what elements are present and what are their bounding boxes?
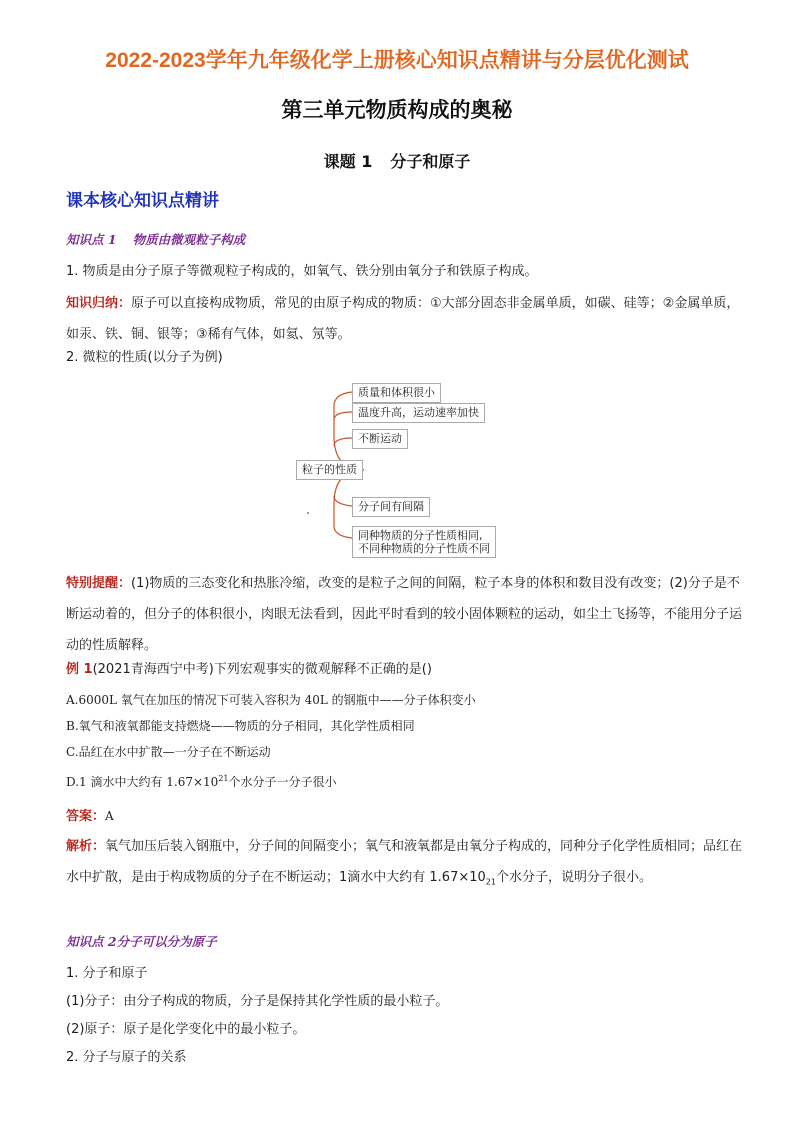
example-label: 例 1: [66, 662, 93, 677]
kp1-paragraph-1: 1. 物质是由分子原子等微观粒子构成的，如氧气、铁分别由氧分子和铁原子构成。: [66, 264, 538, 279]
kp2-label: 知识点 2: [66, 934, 117, 949]
particle-properties-diagram: [290, 376, 520, 566]
example-1-stem: [66, 660, 746, 680]
example-answer: [66, 806, 746, 827]
example-stem-text: (2021青海西宁中考)下列宏观事实的微观解释不正确的是(): [92, 662, 432, 677]
reminder-label: 特别提醒：: [66, 576, 132, 591]
kp1-label: 知识点 1: [66, 232, 117, 247]
example-option-c: C.品红在水中扩散—一分子在不断运动: [66, 745, 271, 759]
diagram-node-line-2: 不同种物质的分子性质不同: [358, 542, 490, 555]
kp1-paragraph-3: 2. 微粒的性质(以分子为例): [66, 350, 223, 365]
kp2-line-3: (2)原子：原子是化学变化中的最小粒子。: [66, 1022, 306, 1037]
kp2-line-2: (1)分子：由分子构成的物质，分子是保持其化学性质的最小粒子。: [66, 994, 449, 1009]
diagram-node-temperature: 温度升高，运动速率加快: [352, 403, 485, 423]
unit-title: 第三单元物质构成的奥秘: [281, 98, 513, 122]
analysis-text: 氧气加压后装入钢瓶中，分子间的间隔变小；氧气和液氧都是由氧分子构成的，同种分子化学性质相同；品红在水中扩散，是由于构成物质的分子在不断运动；1滴水中大约有 1.67×10: [66, 839, 743, 885]
lesson-number: 课题 1: [323, 152, 373, 171]
analysis-label: 解析：: [66, 839, 106, 854]
knowledge-point-1-heading: [66, 230, 245, 248]
option-d-tail: 个水分子一分子很小: [228, 775, 337, 789]
answer-label: 答案：: [66, 809, 106, 824]
diagram-node-same-kind: [352, 526, 496, 558]
kp1-name: 物质由微观粒子构成: [132, 232, 246, 247]
series-title: 2022-2023学年九年级化学上册核心知识点精讲与分层优化测试: [105, 49, 689, 72]
diagram-node-spacing: 分子间有间隔: [352, 497, 430, 517]
diagram-node-line-1: 同种物质的分子性质相同,: [358, 529, 483, 542]
option-d-exponent: 21: [218, 774, 229, 783]
kp2-name: 分子可以分为原子: [116, 934, 217, 949]
summary-label: 知识归纳：: [66, 296, 132, 311]
example-option-b: B.氧气和液氧都能支持燃烧——物质的分子相同，其化学性质相同: [66, 719, 415, 733]
diagram-node-mass-volume: 质量和体积很小: [352, 383, 441, 403]
lesson-name: 分子和原子: [390, 152, 471, 171]
knowledge-point-2-heading: [66, 932, 217, 950]
answer-value: A: [105, 809, 114, 823]
diagram-node-motion: 不断运动: [352, 429, 408, 449]
analysis-tail: 个水分子，说明分子很小。: [495, 870, 652, 885]
example-analysis: [66, 831, 746, 893]
section-heading: 课本核心知识点精讲: [66, 191, 219, 211]
example-option-d: [66, 772, 746, 792]
diagram-center-node: 粒子的性质: [296, 460, 363, 480]
reminder-text: (1)物质的三态变化和热胀冷缩，改变的是粒子之间的间隔，粒子本身的体积和数目没有改变；(2)分子是不断运动着的，但分子的体积很小，肉眼无法看到，因此平时看到的较小固体颗粒的运动，如尘土飞扬等，不能用分子运动的性质解释。: [66, 576, 743, 653]
option-d-text: D.1 滴水中大约有 1.67×10: [66, 775, 219, 789]
kp2-line-4: 2. 分子与原子的关系: [66, 1050, 187, 1065]
lesson-title: [0, 149, 794, 172]
kp1-knowledge-summary: [66, 288, 746, 350]
analysis-subscript: 21: [485, 877, 496, 887]
kp2-line-1: 1. 分子和原子: [66, 966, 148, 981]
example-option-a: A.6000L 氧气在加压的情况下可装入容积为 40L 的钢瓶中——分子体积变小: [66, 693, 476, 707]
summary-text: 原子可以直接构成物质，常见的由原子构成的物质：①大部分固态非金属单质，如碳、硅等；②金属单质，如汞、铁、铜、银等；③稀有气体，如氦、氖等。: [66, 296, 740, 342]
special-reminder: [66, 568, 746, 661]
